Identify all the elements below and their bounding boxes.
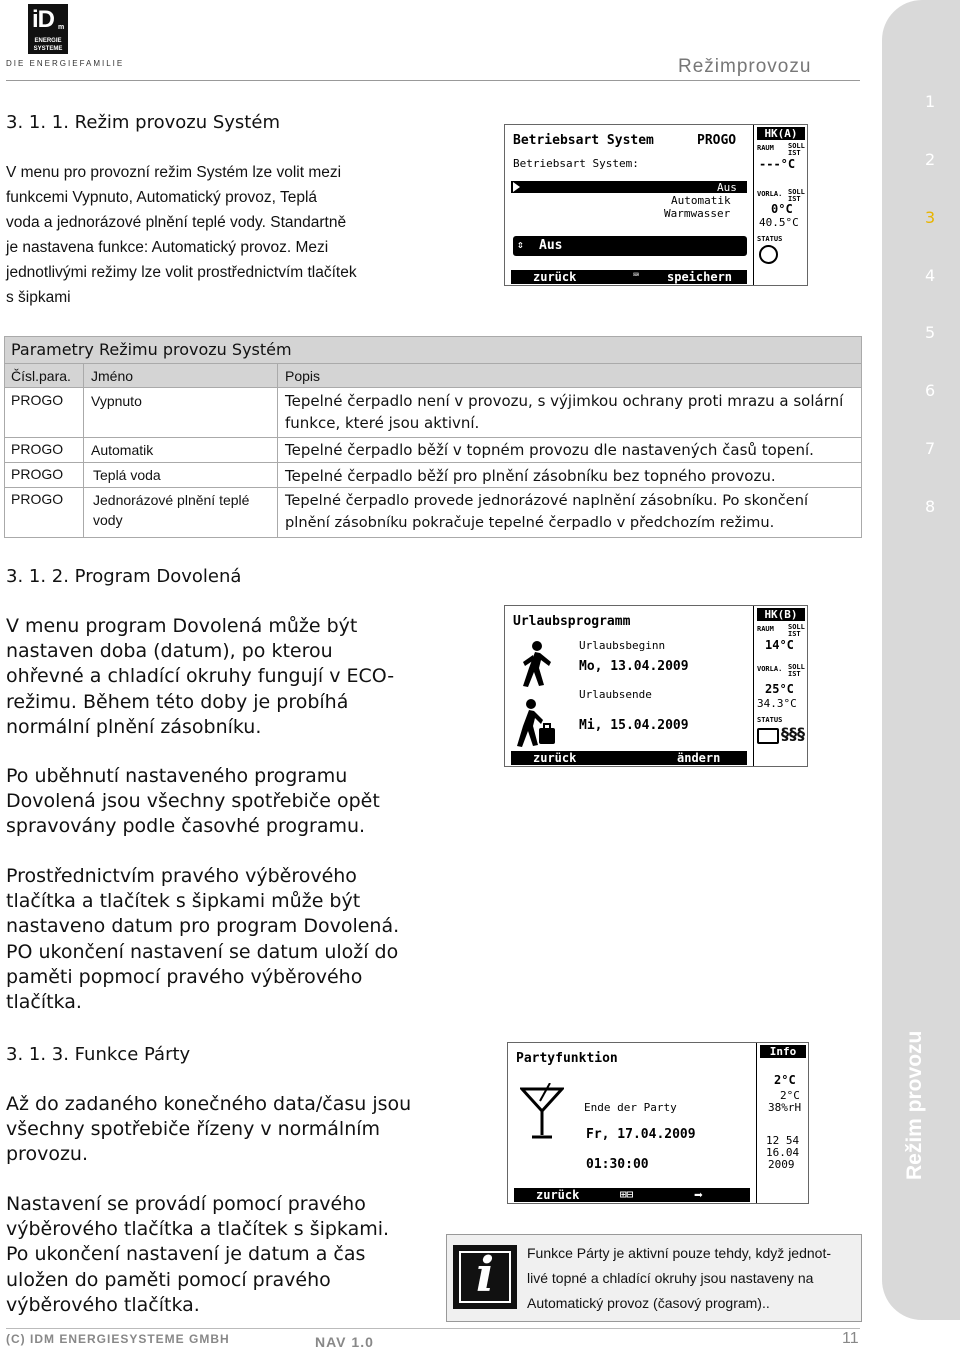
text-line: Automatický provoz (časový program).. [527, 1295, 770, 1311]
lcd-end-label: Urlaubsende [579, 688, 652, 701]
text-line: provozu. [6, 1143, 89, 1166]
heat-waves-icon: §§§ [781, 724, 805, 743]
lcd-progo: PROGO [697, 133, 737, 148]
table-row-param: PROGO [11, 491, 64, 507]
lcd-info-label: Info [760, 1045, 806, 1058]
lcd-party-screen [507, 1042, 809, 1204]
lcd-value-1: 2°C [774, 1073, 796, 1087]
logo-sub-energie: ENERGIE [34, 38, 62, 44]
text-line: s šipkami [6, 289, 71, 306]
back-button[interactable]: zurück [533, 270, 577, 284]
lcd-raum-value: ---°C [759, 157, 796, 171]
up-down-arrows-icon: ⇕ [517, 238, 524, 251]
text-line: nastaven doba (datum), po kterou [6, 640, 333, 663]
lcd-end-time[interactable]: 01:30:00 [586, 1157, 649, 1172]
lcd-bottom-bar [514, 1188, 750, 1202]
lcd-subtitle: Betriebsart System: [513, 157, 639, 170]
text-line: Nastavení se provádí pomocí pravého [6, 1193, 366, 1215]
text-line: tlačítka. [6, 991, 82, 1014]
text-line: Po uběhnutí nastaveného programu [6, 765, 348, 787]
section-vacation-p2 [6, 764, 380, 840]
lcd-title: Urlaubsprogramm [513, 614, 631, 629]
logo-sub-systeme: SYSTEME [33, 46, 63, 52]
clock-icon [759, 245, 778, 264]
lcd-value-3: 38%rH [768, 1101, 802, 1114]
table-row-param: PROGO [11, 441, 64, 457]
table-row-name: Automatik [91, 442, 154, 458]
chapter-number-7[interactable]: 7 [925, 439, 936, 458]
text-line: nastaveno datum pro program Dovolená. [6, 915, 400, 938]
change-button[interactable]: ändern [677, 751, 721, 765]
section-heading-party: 3. 1. 3. Funkce Párty [6, 1044, 191, 1065]
lcd-bottom-bar [511, 270, 747, 284]
chapter-number-4[interactable]: 4 [925, 266, 936, 285]
lcd-soll-label: SOLL [788, 623, 805, 631]
table-row-param: PROGO [11, 392, 64, 408]
lcd-bottom-bar [511, 751, 747, 765]
lcd-option-warmwasser[interactable]: Warmwasser [664, 207, 731, 220]
lcd-end-label: Ende der Party [584, 1101, 677, 1114]
text-line: výběrového tlačítka. [6, 1293, 200, 1316]
section-heading-system: 3. 1. 1. Režim provozu Systém [6, 112, 280, 133]
suitcase-icon [757, 728, 779, 744]
table-row-description: Tepelné čerpadlo běží v topném provozu dle nastavených časů topení. [285, 441, 814, 459]
section-vacation-p3 [6, 864, 399, 1015]
text-line: jednotlivými režimy lze volit prostřednictvím tlačítek [6, 264, 357, 281]
lcd-title: Partyfunktion [516, 1051, 618, 1066]
parameter-table [4, 336, 862, 538]
lcd-status-label: STATUS [757, 235, 783, 243]
table-row-name: Jednorázové plnění teplé vody [93, 492, 250, 528]
text-line: V menu pro provozní režim Systém lze volit mezi [6, 164, 342, 181]
lcd-vorla-ist-label: IST [788, 670, 801, 678]
table-title: Parametry Režimu provozu Systém [5, 337, 861, 363]
info-icon: i [453, 1245, 517, 1309]
text-line: uložen do paměti pomocí pravého [6, 1268, 331, 1291]
company-logo [28, 4, 68, 54]
lcd-urlaub-screen [504, 605, 808, 767]
lcd-raum-label: RAUM [757, 144, 774, 152]
footer-copyright: (C) IDM ENERGIESYSTEME GMBH [6, 1332, 230, 1346]
info-text [527, 1241, 857, 1316]
lcd-begin-label: Urlaubsbeginn [579, 639, 666, 652]
table-row-description: Tepelné čerpadlo není v provozu, s výjimkou ochrany proti mrazu a solární funkce, které jsou aktivní. [285, 392, 844, 432]
text-line: Až do zadaného konečného data/času jsou [6, 1093, 412, 1115]
lcd-value-4: 12 54 [766, 1134, 800, 1147]
lcd-hk-label: HK(B) [757, 608, 805, 621]
chapter-side-label [903, 1120, 927, 1180]
logo-id: iD [32, 6, 54, 33]
text-line: Dovolená jsou všechny spotřebiče opět [6, 790, 380, 813]
text-line: je nastavena funkce: Automatický provoz. Mezi [6, 239, 329, 256]
text-line: tlačítka a tlačítek s šipkami může být [6, 890, 361, 913]
lcd-divider [753, 125, 754, 285]
lcd-current-value: Aus [539, 238, 563, 253]
table-row-description: Tepelné čerpadlo běží pro plnění zásobníku bez topného provozu. [285, 467, 776, 485]
text-line: PO ukončení nastavení se datum uloží do [6, 940, 399, 963]
table-row-name: Vypnuto [91, 393, 142, 409]
cocktail-glass-icon [520, 1083, 564, 1143]
footer-version: NAV 1.0 [315, 1334, 374, 1350]
lcd-divider [756, 1043, 757, 1203]
back-button[interactable]: zurück [533, 751, 577, 765]
lcd-raum-label: RAUM [757, 625, 774, 633]
text-line: všechny spotřebiče řízeny v normálním [6, 1118, 381, 1141]
lcd-soll-label: SOLL [788, 142, 805, 150]
keyboard-icon: ⌨ [633, 270, 640, 281]
lcd-title: Betriebsart System [513, 133, 654, 148]
header-divider [6, 80, 860, 81]
lcd-end-date[interactable]: Fr, 17.04.2009 [586, 1127, 696, 1142]
cursor-arrow-icon [513, 182, 520, 192]
lcd-value-6: 2009 [768, 1158, 795, 1171]
text-line: funkcemi Vypnuto, Automatický provoz, Teplá [6, 189, 318, 206]
back-button[interactable]: zurück [536, 1188, 580, 1202]
table-header-row [5, 363, 861, 388]
lcd-option-aus[interactable]: Aus [717, 181, 737, 194]
table-row-description: Tepelné čerpadlo provede jednorázové naplnění zásobníku. Po skončení plnění zásobníku pokračuje tepelné čerpadlo v předchozím režimu. [285, 492, 809, 531]
person-walking-icon [515, 640, 555, 690]
text-line: výběrového tlačítka a tlačítek s šipkami. [6, 1218, 390, 1241]
chapter-number-6[interactable]: 6 [925, 381, 936, 400]
lcd-betriebsart-screen [504, 124, 808, 286]
lcd-vorla-label: VORLA. [757, 665, 783, 673]
section-system-text [6, 160, 357, 310]
section-party-p1 [6, 1092, 411, 1168]
text-line: voda a jednorázové plnění teplé vody. Standartně [6, 214, 347, 231]
chapter-number-2[interactable]: 2 [925, 150, 936, 169]
lcd-begin-date[interactable]: Mo, 13.04.2009 [579, 659, 689, 674]
lcd-hk-label: HK(A) [757, 127, 805, 140]
chapter-number-8[interactable]: 8 [925, 497, 936, 516]
text-line: V menu program Dovolená může být [6, 615, 358, 637]
text-line: normální plnění zásobníku. [6, 715, 262, 738]
lcd-vorla-soll-label: SOLL [788, 188, 805, 196]
lcd-vorla-ist-value: 34.3°C [757, 697, 797, 710]
lcd-vorla-ist-label: IST [788, 195, 801, 203]
slogan: DIE ENERGIEFAMILIE [6, 59, 125, 68]
lcd-raum-value: 14°C [765, 638, 794, 652]
logo-m: m [58, 24, 65, 31]
text-line: režimu. Během této doby je probíhá [6, 690, 349, 713]
plus-minus-icon: ⊞⊟ [620, 1188, 634, 1201]
lcd-option-automatik[interactable]: Automatik [671, 194, 731, 207]
footer-divider [6, 1328, 860, 1329]
page-header-title: Režimprovozu [678, 56, 812, 77]
text-line: ohřevné a chladící okruhy fungují v ECO- [6, 665, 395, 688]
lcd-vorla-label: VORLA. [757, 190, 783, 198]
text-line: paměti popmocí pravého výběrového [6, 965, 363, 988]
arrow-right-icon[interactable]: ➡ [694, 1186, 704, 1204]
text-line: Funkce Párty je aktivní pouze tehdy, když jednot- [527, 1245, 832, 1261]
header-name: Jméno [91, 368, 134, 384]
chapter-number-3[interactable]: 3 [925, 208, 936, 227]
table-row-param: PROGO [11, 466, 64, 482]
chapter-number-1[interactable]: 1 [925, 92, 936, 111]
lcd-vorla-ist-value: 40.5°C [759, 216, 799, 229]
text-line: Prostřednictvím pravého výběrového [6, 865, 357, 887]
text-line: livé topné a chladící okruhy jsou nastaveny na [527, 1270, 814, 1286]
lcd-vorla-soll-value: 25°C [765, 682, 794, 696]
section-heading-vacation: 3. 1. 2. Program Dovolená [6, 566, 242, 587]
lcd-current-value-bar [513, 236, 747, 256]
header-param: Čísl.para. [11, 368, 71, 384]
section-vacation-p1 [6, 614, 394, 740]
lcd-value-5: 16.04 [766, 1146, 800, 1159]
section-party-p2 [6, 1192, 389, 1318]
lcd-status-label: STATUS [757, 716, 783, 724]
text-line: spravovány podle časovhé programu. [6, 815, 366, 838]
lcd-end-date[interactable]: Mi, 15.04.2009 [579, 718, 689, 733]
lcd-value-2: 2°C [780, 1089, 800, 1102]
person-with-suitcase-icon [511, 698, 559, 750]
info-box [446, 1234, 862, 1322]
text-line: Po ukončení nastavení je datum a čas [6, 1243, 366, 1266]
lcd-vorla-soll-value: 0°C [771, 202, 793, 216]
table-row-name: Teplá voda [93, 467, 161, 483]
page-number: 11 [842, 1330, 859, 1347]
header-description: Popis [285, 368, 321, 384]
lcd-ist-label: IST [788, 149, 801, 157]
lcd-vorla-soll-label: SOLL [788, 663, 805, 671]
lcd-divider [753, 606, 754, 766]
lcd-selection-bar [511, 181, 747, 193]
save-button[interactable]: speichern [667, 270, 733, 284]
chapter-number-5[interactable]: 5 [925, 323, 936, 342]
lcd-ist-label: IST [788, 630, 801, 638]
